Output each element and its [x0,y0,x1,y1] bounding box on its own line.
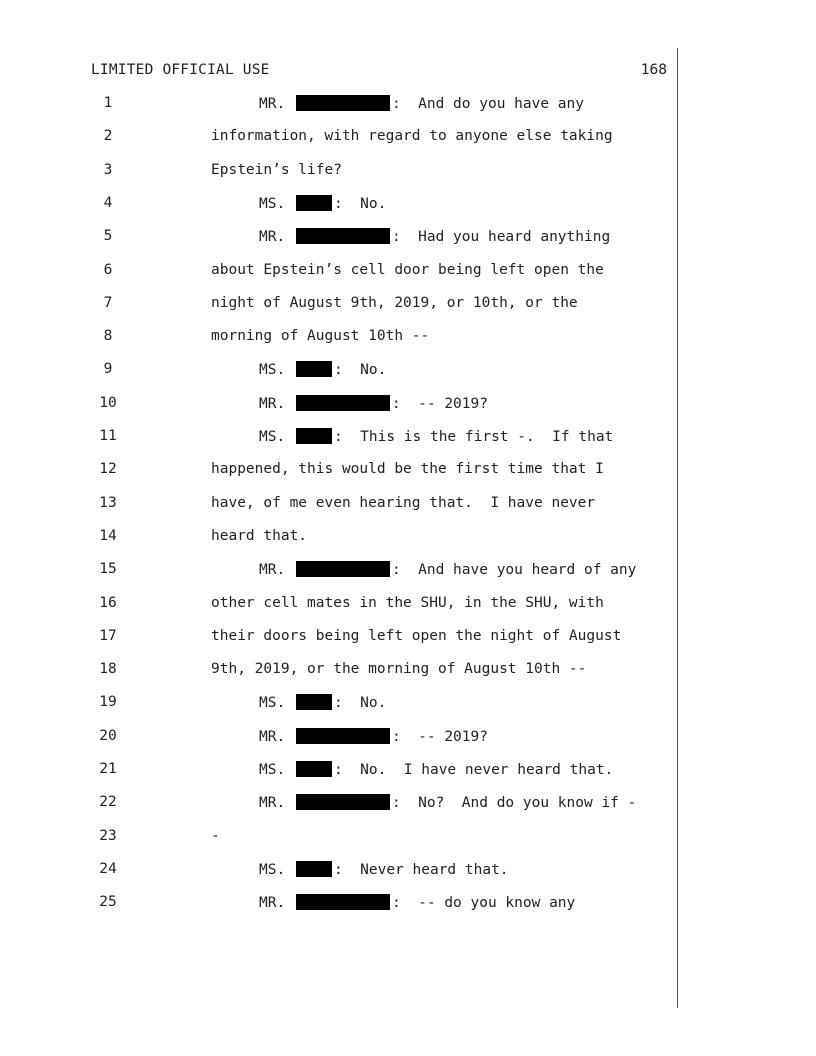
speaker-label: MS. [259,695,286,711]
line-text [211,528,307,544]
transcript-line [0,761,677,781]
transcript-line [0,794,677,814]
line-number: 23 [99,828,117,844]
spoken-text: : -- 2019? [391,729,488,745]
line-text [259,894,575,911]
transcript-line [0,162,677,182]
speaker-label: MR. [259,396,286,412]
redaction-box [296,561,390,577]
line-text [259,395,488,412]
spoken-text: : -- 2019? [391,396,488,412]
line-number: 1 [103,95,113,111]
line-text [211,461,604,477]
line-number: 5 [103,228,113,244]
line-text [211,262,604,278]
line-text [211,128,613,144]
speaker-label: MS. [259,762,286,778]
line-number: 19 [99,694,117,710]
transcript-line [0,228,677,248]
redaction-box [296,861,332,877]
line-text [259,228,610,245]
transcript-line [0,295,677,315]
line-text [259,861,509,878]
line-number: 14 [99,528,117,544]
line-text [211,162,342,178]
redaction-box [296,428,332,444]
redaction-box [296,95,390,111]
line-number: 22 [99,794,117,810]
transcript-line [0,661,677,681]
spoken-text: : Had you heard anything [391,229,611,245]
redaction-box [296,761,332,777]
transcript-line [0,395,677,415]
redaction-box [296,894,390,910]
transcript-line [0,262,677,282]
transcript-line [0,528,677,548]
spoken-text: heard that. [211,528,308,544]
spoken-text: morning of August 10th -- [211,328,430,344]
speaker-label: MR. [259,562,286,578]
transcript-line [0,95,677,115]
transcript-line [0,861,677,881]
line-number: 20 [99,728,117,744]
line-text [211,328,429,344]
line-text [259,794,636,811]
redaction-box [296,728,390,744]
line-text [259,761,613,778]
redaction-box [296,794,390,810]
transcript-line [0,595,677,615]
line-text [259,95,584,112]
line-text [259,428,613,445]
spoken-text: other cell mates in the SHU, in the SHU, with [211,595,604,611]
spoken-text: Epstein’s life? [211,162,342,178]
speaker-label: MS. [259,862,286,878]
line-number: 3 [103,162,113,178]
line-number: 10 [99,395,117,411]
transcript-line [0,128,677,148]
line-number: 13 [99,495,117,511]
speaker-label: MS. [259,429,286,445]
spoken-text: : And do you have any [391,96,584,112]
line-number: 25 [99,894,117,910]
line-number: 18 [99,661,117,677]
redaction-box [296,361,332,377]
line-text [259,561,636,578]
spoken-text: : No. [333,362,387,378]
line-number: 12 [99,461,117,477]
spoken-text: : No. [333,196,387,212]
transcript-line [0,461,677,481]
line-number: 7 [103,295,113,311]
line-number: 6 [103,262,113,278]
speaker-label: MS. [259,196,286,212]
line-number: 24 [99,861,117,877]
line-text [259,694,386,711]
transcript-line [0,728,677,748]
speaker-label: MR. [259,229,286,245]
transcript-line [0,361,677,381]
spoken-text: information, with regard to anyone else taking [211,128,613,144]
spoken-text: : And have you heard of any [391,562,637,578]
transcript-line [0,328,677,348]
spoken-text: : Never heard that. [333,862,509,878]
right-margin-rule [677,48,678,1008]
line-text [211,595,604,611]
spoken-text: their doors being left open the night of August [211,628,622,644]
speaker-label: MR. [259,795,286,811]
redaction-box [296,195,332,211]
line-text [211,828,220,844]
line-text [259,728,488,745]
line-text [259,361,386,378]
page-number: 168 [640,62,667,78]
spoken-text: happened, this would be the first time that I [211,461,604,477]
line-number: 9 [103,361,113,377]
spoken-text: : This is the first -. If that [333,429,614,445]
line-number: 4 [103,195,113,211]
transcript-line [0,828,677,848]
spoken-text: : -- do you know any [391,895,576,911]
line-text [211,628,621,644]
spoken-text: night of August 9th, 2019, or 10th, or the [211,295,578,311]
speaker-label: MR. [259,96,286,112]
spoken-text: about Epstein’s cell door being left open the [211,262,604,278]
line-text [259,195,386,212]
spoken-text: have, of me even hearing that. I have never [211,495,596,511]
spoken-text: : No? And do you know if - [391,795,637,811]
document-marking: LIMITED OFFICIAL USE [91,62,270,78]
redaction-box [296,694,332,710]
line-number: 16 [99,595,117,611]
transcript-line [0,428,677,448]
speaker-label: MS. [259,362,286,378]
spoken-text: 9th, 2019, or the morning of August 10th -- [211,661,587,677]
transcript-line [0,628,677,648]
line-number: 15 [99,561,117,577]
line-number: 21 [99,761,117,777]
line-number: 11 [99,428,117,444]
speaker-label: MR. [259,895,286,911]
spoken-text: : No. [333,695,387,711]
line-number: 17 [99,628,117,644]
spoken-text: : No. I have never heard that. [333,762,614,778]
line-number: 2 [103,128,113,144]
line-number: 8 [103,328,113,344]
transcript-line [0,195,677,215]
line-text [211,495,595,511]
transcript-line [0,495,677,515]
transcript-line [0,894,677,914]
redaction-box [296,228,390,244]
transcript-line [0,694,677,714]
redaction-box [296,395,390,411]
transcript-line [0,561,677,581]
line-text [211,295,578,311]
line-text [211,661,586,677]
speaker-label: MR. [259,729,286,745]
spoken-text: - [211,828,220,844]
